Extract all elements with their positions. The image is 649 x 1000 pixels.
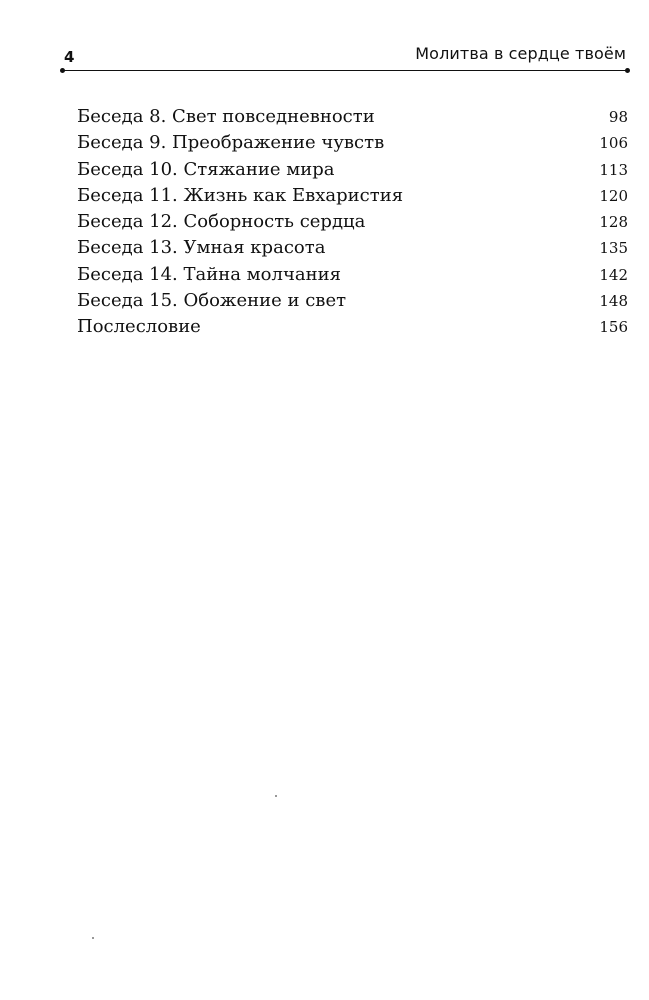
toc-entry-page: 135 <box>599 239 628 258</box>
toc-entry-title: Беседа 10. Стяжание мира <box>77 158 335 180</box>
rule-end-dot-right <box>625 68 630 73</box>
toc-entry <box>77 262 628 288</box>
toc-entry-page: 156 <box>599 318 628 337</box>
toc-entry <box>77 314 628 340</box>
scan-speck <box>275 795 277 797</box>
toc-entry-title: Послесловие <box>77 316 201 338</box>
toc-entry-title: Беседа 14. Тайна молчания <box>77 263 341 285</box>
toc-entry-page: 120 <box>599 186 628 205</box>
scan-speck <box>92 937 94 939</box>
toc-entry <box>77 183 628 209</box>
toc-entry <box>77 209 628 235</box>
toc-entry <box>77 288 628 314</box>
toc-entry-page: 148 <box>599 292 628 311</box>
toc-entry-title: Беседа 8. Свет повседневности <box>77 106 375 127</box>
toc-entry <box>77 235 628 261</box>
toc-entry <box>77 104 628 130</box>
toc-entry-title: Беседа 15. Обожение и свет <box>77 290 347 312</box>
running-title: Молитва в сердце твоём <box>415 44 626 63</box>
toc-entry <box>77 157 628 183</box>
toc-entry-title: Беседа 13. Умная красота <box>77 237 326 259</box>
toc-entry-page: 128 <box>599 213 628 232</box>
toc-entry-title: Беседа 12. Соборность сердца <box>77 211 366 233</box>
running-header <box>64 44 626 70</box>
toc-entry-page: 142 <box>599 265 628 284</box>
table-of-contents <box>77 104 628 341</box>
toc-entry-title: Беседа 11. Жизнь как Евхаристия <box>77 184 404 206</box>
page-number: 4 <box>64 48 75 66</box>
header-rule <box>62 70 628 71</box>
toc-entry-title: Беседа 9. Преображение чувств <box>77 132 385 154</box>
toc-entry <box>77 130 628 156</box>
rule-end-dot-left <box>60 68 65 73</box>
toc-entry-page: 106 <box>599 134 628 153</box>
toc-entry-page: 113 <box>599 160 628 179</box>
toc-entry-page: 98 <box>608 108 628 126</box>
